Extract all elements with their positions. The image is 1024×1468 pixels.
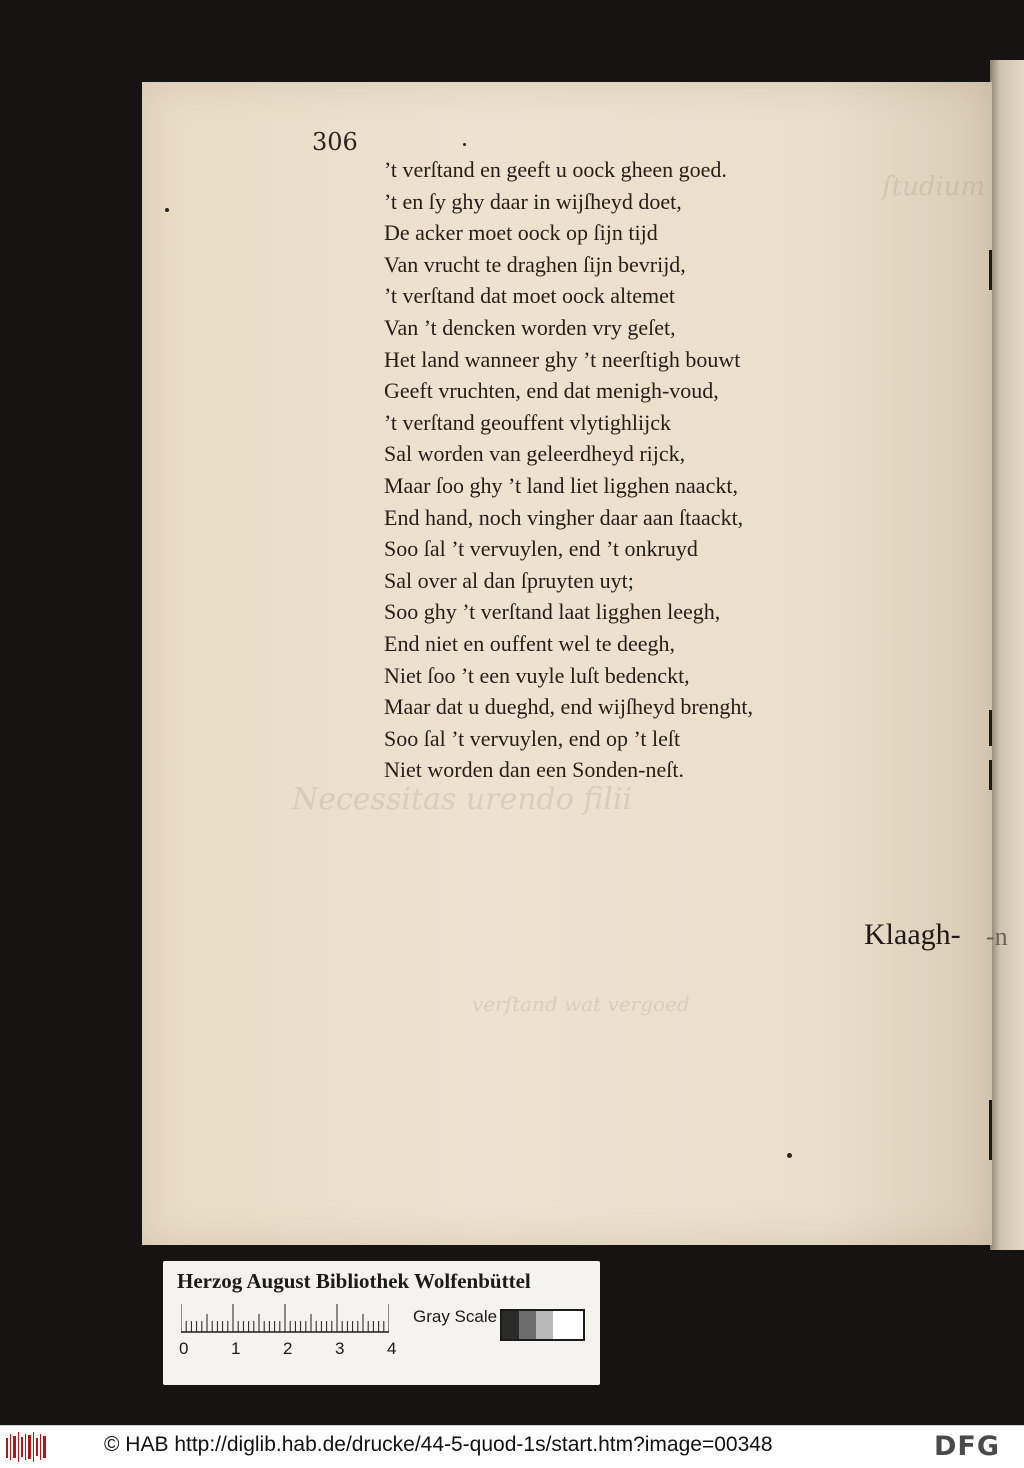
poem-line: Het land wanneer ghy ’t neerſtigh bouwt xyxy=(384,346,741,372)
poem-line: ’t verſtand geouffent vlytighlijck xyxy=(384,409,671,435)
gray-swatch xyxy=(519,1311,536,1339)
facing-page-fragment: -n xyxy=(986,922,1008,951)
paper-speck xyxy=(787,1153,792,1158)
poem-line: ’t verſtand dat moet oock altemet xyxy=(384,283,675,309)
measurement-ruler xyxy=(181,1303,389,1333)
poem-text xyxy=(384,154,753,786)
show-through-text: ſtudium xyxy=(882,172,986,202)
ruler-number: 4 xyxy=(387,1339,397,1358)
poem-line: Sal over al dan ſpruyten uyt; xyxy=(384,567,634,593)
color-reference-card xyxy=(163,1261,600,1385)
poem-line: Van vrucht te draghen ſijn bevrijd, xyxy=(384,251,686,277)
paper-speck xyxy=(165,208,169,212)
poem-line: Niet ſoo ’t een vuyle luſt bedenckt, xyxy=(384,662,690,688)
barcode-icon xyxy=(6,1432,48,1462)
poem-line: Van ’t dencken worden vry geſet, xyxy=(384,314,676,340)
poem-line: Niet worden dan een Sonden-neſt. xyxy=(384,757,684,783)
ruler-number: 0 xyxy=(179,1339,189,1358)
gray-scale-label: Gray Scale xyxy=(413,1307,498,1326)
paper-speck xyxy=(463,143,466,146)
poem-line: End hand, noch vingher daar aan ſtaackt, xyxy=(384,504,744,530)
binding-mark xyxy=(989,760,992,790)
poem-line: ’t en ſy ghy daar in wijſheyd doet, xyxy=(384,188,682,214)
poem-line: End niet en ouffent wel te deegh, xyxy=(384,630,675,656)
poem-line: De acker moet oock op ſijn tijd xyxy=(384,220,658,246)
gray-swatch xyxy=(553,1311,583,1339)
poem-line: Geeft vruchten, end dat menigh-voud, xyxy=(384,378,719,404)
gray-scale-swatches xyxy=(500,1309,585,1341)
poem-line: Soo ghy ’t verſtand laat ligghen leegh, xyxy=(384,599,721,625)
viewer-footer xyxy=(0,1425,1024,1468)
source-link[interactable]: © HAB http://diglib.hab.de/drucke/44-5-quod-1s/start.htm?image=00348 xyxy=(104,1433,773,1456)
catchword: Klaagh- xyxy=(864,918,961,951)
show-through-text: Necessitas urendo filii xyxy=(292,782,633,817)
poem-line: Soo ſal ’t vervuylen, end ’t onkruyd xyxy=(384,536,698,562)
poem-line: ’t verſtand en geeft u oock gheen goed. xyxy=(384,157,727,182)
binding-mark xyxy=(989,250,992,290)
dfg-logo: DFG xyxy=(934,1431,1001,1462)
ruler-number: 2 xyxy=(283,1339,293,1358)
poem-line: Maar ſoo ghy ’t land liet ligghen naackt, xyxy=(384,472,738,498)
poem-line: Sal worden van geleerdheyd rijck, xyxy=(384,441,686,467)
binding-mark xyxy=(989,710,992,746)
gray-swatch xyxy=(536,1311,553,1339)
ruler-number: 3 xyxy=(335,1339,345,1358)
poem-line: Soo ſal ’t vervuylen, end op ’t leſt xyxy=(384,725,681,751)
gray-swatch xyxy=(502,1311,519,1339)
show-through-text: verſtand wat vergoed xyxy=(472,992,690,1016)
ruler-number: 1 xyxy=(231,1339,241,1358)
binding-mark xyxy=(989,1100,992,1160)
library-name: Herzog August Bibliothek Wolfenbüttel xyxy=(177,1269,531,1293)
facing-page-edge xyxy=(990,60,1024,1250)
page-number: 306 xyxy=(312,128,358,156)
poem-line: Maar dat u dueghd, end wijſheyd brenght, xyxy=(384,694,754,720)
ruler-numbers xyxy=(177,1339,417,1359)
